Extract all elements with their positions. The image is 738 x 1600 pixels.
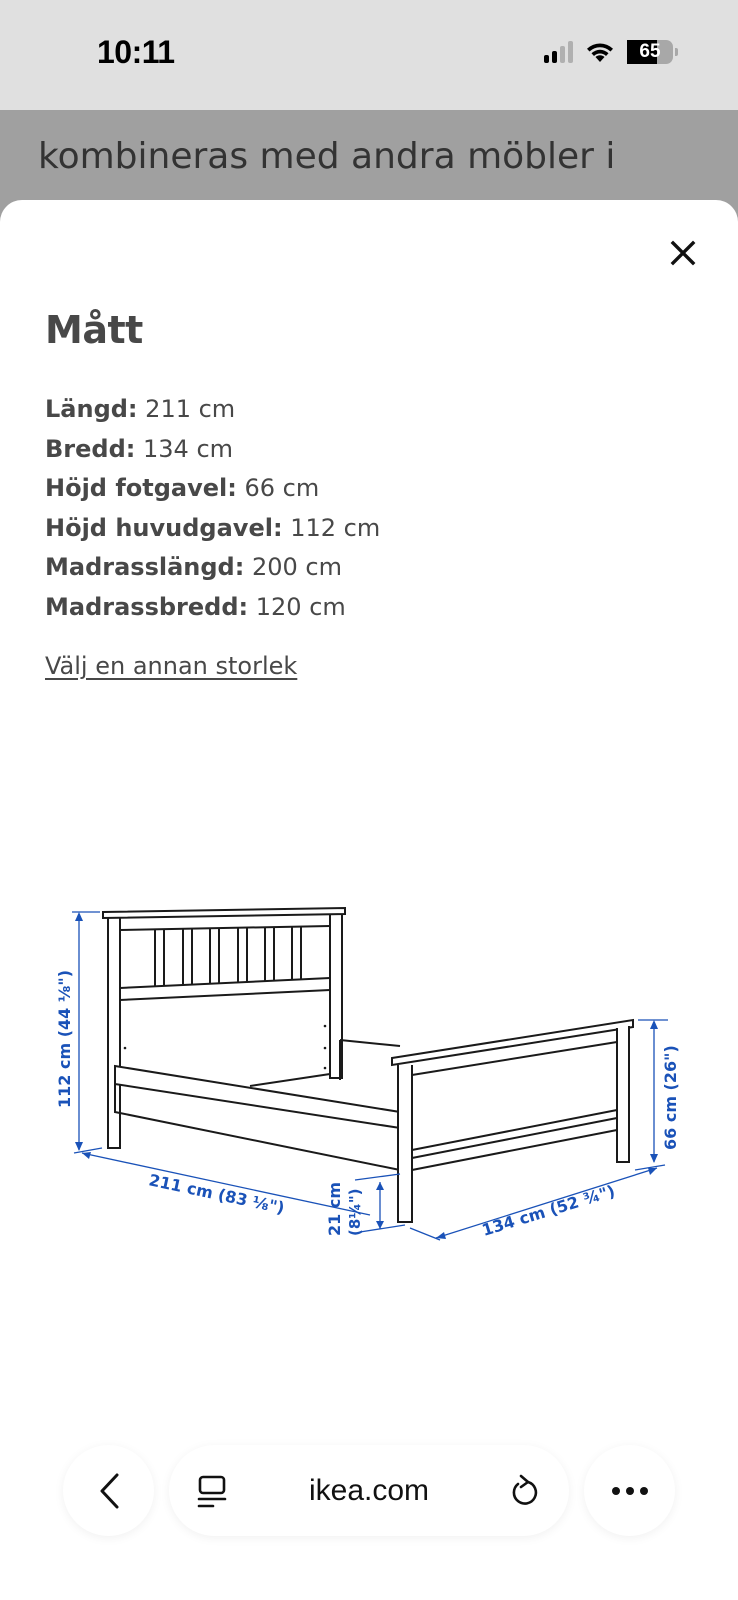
label-headboard-height: 112 cm (44 ⅛") bbox=[55, 969, 74, 1108]
battery-icon bbox=[627, 40, 673, 64]
reload-icon[interactable] bbox=[509, 1473, 541, 1509]
modal-title: Mått bbox=[45, 308, 143, 352]
browser-toolbar bbox=[0, 1445, 738, 1555]
background-text: kombineras med andra möbler i bbox=[38, 136, 616, 177]
close-icon[interactable] bbox=[666, 236, 700, 270]
back-button[interactable] bbox=[63, 1445, 154, 1536]
label-width: 134 cm (52 ¾") bbox=[479, 1181, 618, 1240]
dimension-headboard-height: Höjd huvudgavel: 112 cm bbox=[45, 513, 381, 542]
label-clearance: 21 cm bbox=[325, 1182, 344, 1236]
dimension-mattress-width: Madrassbredd: 120 cm bbox=[45, 592, 346, 621]
label-length: 211 cm (83 ⅛") bbox=[147, 1170, 287, 1218]
dimensions-modal bbox=[0, 200, 738, 1600]
label-clearance-inches: (8¼") bbox=[346, 1188, 364, 1236]
bed-dimension-diagram bbox=[40, 870, 700, 1240]
chevron-left-icon bbox=[95, 1471, 123, 1511]
label-footboard-height: 66 cm (26") bbox=[661, 1045, 680, 1150]
choose-other-size-link[interactable]: Välj en annan storlek bbox=[45, 652, 298, 680]
status-time: 10:11 bbox=[97, 34, 175, 70]
dimension-length: Längd: 211 cm bbox=[45, 395, 236, 423]
reader-mode-icon[interactable] bbox=[197, 1475, 227, 1509]
dimension-mattress-length: Madrasslängd: 200 cm bbox=[45, 553, 342, 581]
dimensions-list bbox=[45, 390, 380, 627]
cellular-signal-icon bbox=[544, 41, 573, 63]
dimension-footboard-height: Höjd fotgavel: 66 cm bbox=[45, 474, 320, 502]
battery-tip bbox=[675, 48, 678, 56]
dimension-width: Bredd: 134 cm bbox=[45, 434, 234, 463]
battery-level: 65 bbox=[639, 41, 661, 62]
status-bar bbox=[0, 0, 738, 110]
status-icons bbox=[544, 40, 678, 64]
more-icon bbox=[612, 1487, 648, 1495]
url-text[interactable]: ikea.com bbox=[308, 1473, 430, 1507]
wifi-icon bbox=[585, 41, 615, 63]
more-button[interactable] bbox=[584, 1445, 675, 1536]
address-bar[interactable] bbox=[169, 1445, 569, 1536]
